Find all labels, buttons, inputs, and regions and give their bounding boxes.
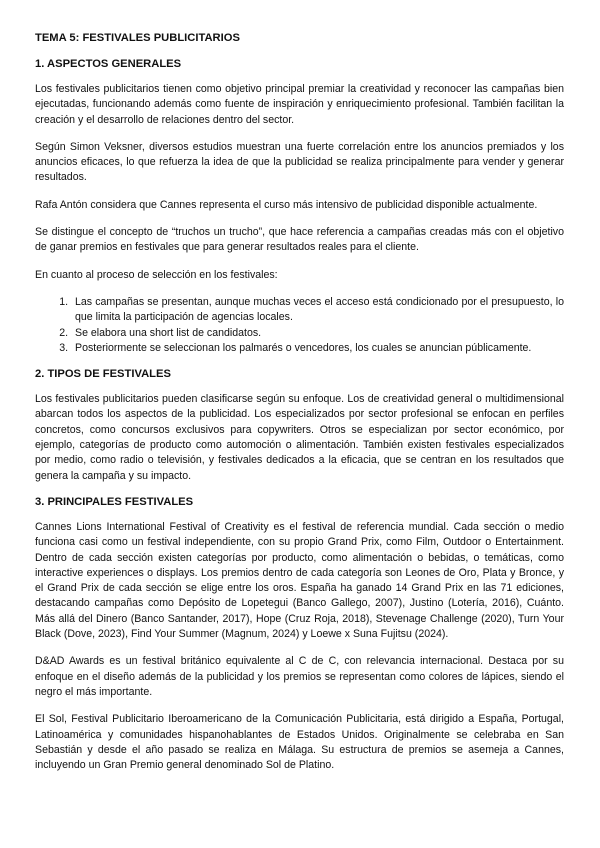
paragraph: El Sol, Festival Publicitario Iberoamericano de la Comunicación Publicitaria, está dirigido a España, Portugal, Latinoamérica y comunidades hispanohablantes de Estados Unidos. Originalmente se celebraba en San Sebastián y desde el año pasado se realiza en Málaga. Su estructura de premios se asemeja a Cannes, incluyendo un Gran Premio general denominado Sol de Platino. (35, 713, 564, 772)
list-item: 2. Se elabora una short list de candidatos. (71, 326, 564, 341)
list-item: 1. Las campañas se presentan, aunque muchas veces el acceso está condicionado por el presupuesto, lo que limita la participación de agencias locales. (71, 295, 564, 326)
paragraph: En cuanto al proceso de selección en los festivales: (35, 268, 278, 281)
paragraph: Según Simon Veksner, diversos estudios muestran una fuerte correlación entre los anuncios premiados y los anuncios eficaces, lo que refuerza la idea de que la publicidad se realiza principalmente para vender y generar resultados. (35, 140, 564, 184)
paragraph: Se distingue el concepto de “truchos un trucho”, que hace referencia a campañas creadas más con el objetivo de ganar premios en festivales que para generar resultados reales para el cliente. (35, 226, 564, 254)
paragraph: D&AD Awards es un festival británico equivalente al C de C, con relevancia internacional. Destaca por su enfoque en el diseño además de la publicidad y los premios se representan como colores de lápices, siendo el negro el más importante. (35, 655, 564, 698)
paragraph: Cannes Lions International Festival of Creativity es el festival de referencia mundial. Cada sección o medio funciona casi como un festival independiente, con su propio Grand Prix, como Film, Outdoor o Entertainment. Dentro de cada sección existen categorías por producto, como alimentación o bebidas, o temáticas, como interactive experiences o displays. Los premios dentro de cada categoría son Leones de Oro, Plata y Bronce, y el Grand Prix de cada sección se elige entre los oros. España ha ganado 14 Grand Prix en las 71 ediciones, destacando campañas como Depósito de Lopetegui (Banco Gallego, 2007), Justino (Lotería, 2016), Cuánto. Más allá del Dinero (Banco Santander, 2017), Hope (Cruz Roja, 2018), Stevenage Challenge (2020), Turn Your Black (Dove, 2023), Find Your Summer (Magnum, 2024) y Loewe x Suna Fujitsu (2024). (35, 520, 564, 641)
document-title: TEMA 5: FESTIVALES PUBLICITARIOS (35, 32, 240, 44)
section-principales-festivales (35, 496, 564, 773)
paragraph: Rafa Antón considera que Cannes representa el curso más intensivo de publicidad disponible actualmente. (35, 198, 538, 211)
list-item: 3. Posteriormente se seleccionan los palmarés o vencedores, los cuales se anuncian públicamente. (71, 341, 564, 356)
section-heading: 3. PRINCIPALES FESTIVALES (35, 495, 194, 508)
selection-process-list (35, 295, 564, 356)
section-heading: 2. TIPOS DE FESTIVALES (35, 368, 171, 381)
paragraph: Los festivales publicitarios tienen como objetivo principal premiar la creatividad y reconocer las campañas bien ejecutadas, funcionando además como fuente de inspiración y enriquecimiento profesional. También facilitan la creación y el desarrollo de relaciones dentro del sector. (35, 83, 564, 126)
document-page (35, 32, 564, 785)
section-heading: 1. ASPECTOS GENERALES (35, 58, 182, 70)
section-tipos-de-festivales (35, 368, 564, 484)
paragraph: Los festivales publicitarios pueden clasificarse según su enfoque. Los de creatividad general o multidimensional abarcan todos los aspectos de la publicidad. Los especializados por sector profesional se enfocan en perfiles concretos, como concursos exclusivos para copywriters. Otros se especializan por sector económico, por ejemplo, categorías de producto como automoción o alimentación. También existen festivales especializados por medio, como radio o televisión, y festivales dedicados a la eficacia, que se centran en los resultados que genera la campaña y su impacto. (35, 393, 564, 482)
section-aspectos-generales (35, 58, 564, 356)
